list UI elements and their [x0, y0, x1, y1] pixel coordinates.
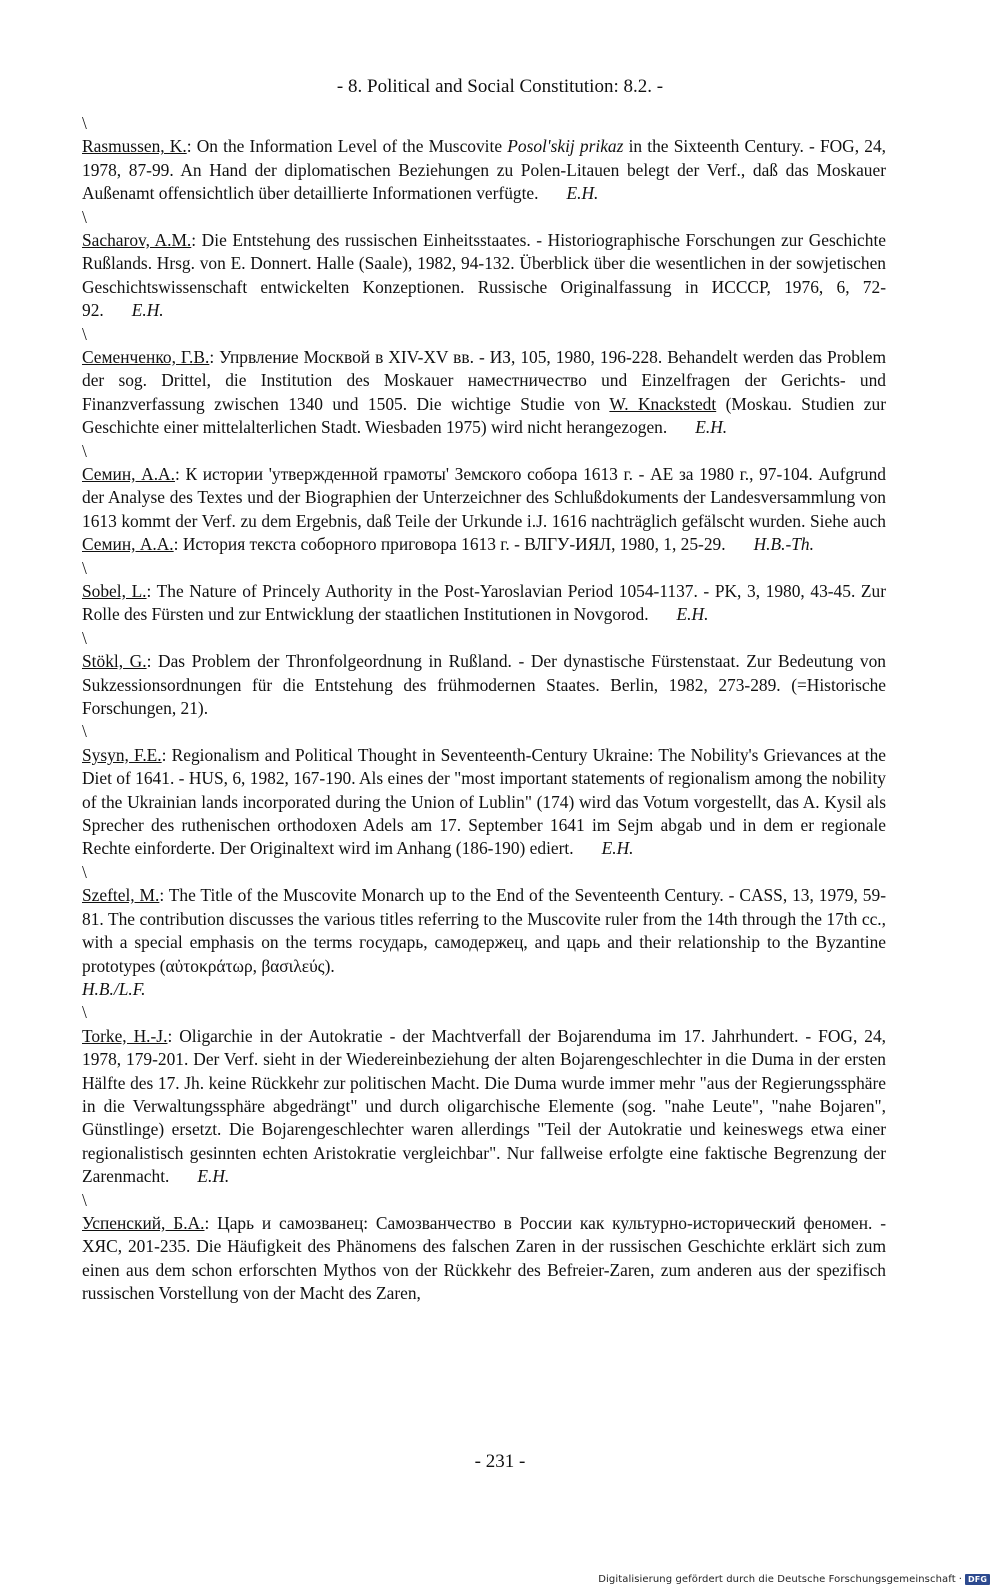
entry-author: Torke, H.-J. — [82, 1025, 168, 1046]
entry-separator: \ — [82, 627, 87, 648]
reviewer-initials: E.H. — [131, 300, 164, 321]
bibliography-entry — [82, 884, 886, 1001]
page-number: - 231 - — [474, 1451, 526, 1472]
entry-author: Семенченко, Г.В. — [82, 347, 210, 368]
entry-text: : The Title of the Muscovite Monarch up to the End of the Seventeenth Century. - CASS, 13, 1979, 59-81. The contribution discusses the various titles referring to the Muscovite ruler from the 14th through the 17th cc., with a special emphasis on the terms государь, самодержец, and царь and their relationship to the Byzantine prototypes (αὐτοκράτωρ, βασιλεύς). — [82, 885, 886, 976]
entry-author: Sacharov, A.M. — [82, 230, 192, 250]
bibliography-entry — [82, 650, 886, 720]
bibliography-entry — [82, 744, 886, 861]
page-header: - 8. Political and Social Constitution: 8.2. - — [336, 76, 664, 97]
entry-author: Rasmussen, K. — [82, 136, 187, 157]
entry-separator: \ — [82, 557, 87, 578]
entry-text: : Упрвление Москвой в XIV-XV вв. - ИЗ, 105, 1980, 196-228. Behandelt werden das Problem der sog. Drittel, die Institution des Moskauer наместничество und Einzelfragen der Gerichts- und Finanzverfassung zwischen 1340 und 1505. Die wichtige Studie von — [82, 347, 886, 414]
entry-title-italic: Posol'skij prikaz — [507, 136, 624, 157]
entry-text: : On the Information Level of the Muscovite — [186, 136, 508, 157]
entry-author: Szeftel, M. — [82, 885, 160, 906]
entry-author: Sysyn, F.E. — [82, 744, 162, 765]
dfg-logo-icon: DFG — [965, 1574, 990, 1585]
bibliography-entry — [82, 1212, 886, 1306]
entry-separator: \ — [82, 1002, 87, 1023]
referenced-author: Семин, А.А. — [82, 534, 174, 555]
bibliography-entry — [82, 135, 886, 205]
entry-separator: \ — [82, 206, 87, 227]
entry-separator: \ — [82, 323, 87, 344]
reviewer-initials: E.H. — [566, 183, 599, 204]
bibliography-entries — [82, 112, 886, 1306]
entry-text: : Regionalism and Political Thought in Seventeenth-Century Ukraine: The Nobility's Grievances at the Diet of 1641. - HUS, 6, 1982, 167-190. Als eines der "most important statements of regionalism among the nobility of the Ukrainian lands incorporated during the Union of Lublin" (174) wird das Votum vorgestellt, das A. Kysil als Sprecher des ruthenischen orthodoxen Adels am 17. September 1641 im Sejm abgab und in dem er regionale Rechte einforderte. Der Originaltext wird im Anhang (186-190) ediert. — [82, 744, 886, 859]
entry-text: (Moskau. Studien zur Geschichte einer mittelalterlichen Stadt. Wiesbaden 1975) wird nicht herangezogen. — [82, 393, 886, 438]
entry-text: : Die Entstehung des russischen Einheitsstaates. - Historiographische Forschungen zur Geschichte Rußlands. Hrsg. von E. Donnert. Halle (Saale), 1982, 94-132. Überblick über die wesentlichen in der sowjetischen Geschichtswissenschaft entwickelten Konzeptionen. Russische Originalfassung in ИСССР, 1976, 6, 72-92. — [82, 230, 887, 321]
entry-separator: \ — [82, 721, 87, 742]
reviewer-initials: E.H. — [197, 1166, 230, 1187]
entry-separator: \ — [82, 861, 87, 882]
bibliography-entry — [82, 463, 886, 557]
entry-separator: \ — [82, 440, 87, 461]
entry-text: : The Nature of Princely Authority in the Post-Yaroslavian Period 1054-1137. - PK, 3, 1980, 43-45. Zur Rolle des Fürsten und zur Entwicklung der staatlichen Institutionen in Novgorod. — [82, 581, 887, 625]
bibliography-entry — [82, 346, 886, 440]
credit-dot: · — [958, 1574, 963, 1585]
entry-author: Успенский, Б.А. — [82, 1212, 205, 1233]
entry-author: Семин, А.А. — [82, 464, 175, 485]
reviewer-initials: E.H. — [695, 417, 728, 438]
reviewer-initials: H.B./L.F. — [82, 978, 146, 999]
entry-author: Stökl, G. — [82, 651, 147, 672]
referenced-author: W. Knackstedt — [609, 393, 717, 414]
credit-text: Digitalisierung gefördert durch die Deutsche Forschungsgemeinschaft — [598, 1574, 956, 1585]
entry-text: : К истории 'утвержденной грамоты' Земского собора 1613 г. - АЕ за 1980 г., 97-104. Aufgrund der Analyse des Textes und der Biographien der Unterzeichner des Schlußdokuments der Landesversammlung von 1613 kommt der Verf. zu dem Ergebnis, daß Teile der Urkunde i.J. 1616 nachträglich gefälscht wurden. Siehe auch — [82, 464, 886, 531]
entry-text: : Das Problem der Thronfolgeordnung in Rußland. - Der dynastische Fürstenstaat. Zur Bedeutung von Sukzessionsordnungen für die Entstehung des frühmodernen Staates. Berlin, 1982, 273-289. (=Historische Forschungen, 21). — [82, 651, 887, 719]
entry-text: : Oligarchie in der Autokratie - der Machtverfall der Bojarenduma im 17. Jahrhundert. - FOG, 24, 1978, 179-201. Der Verf. sieht in der Wiedereinbeziehung der alten Bojarengeschlechter in die Duma in der ersten Hälfte des 17. Jh. keine Rückkehr zur politischen Macht. Die Duma wurde immer mehr "aus der Regierungssphäre in die Verwaltungssphäre abgedrängt" und durch oligarchische Elemente (sog. "nahe Leute", "nahe Bojaren", Günstlinge) ersetzt. Die Bojarengeschlechter waren allerdings "Teil der Autokratie und keineswegs etwa einer regionalistisch gesinnten echten Aristokratie vergleichbar". Nur fallweise erfolgte eine faktische Begrenzung der Zarenmacht. — [82, 1025, 887, 1187]
digitization-credit — [598, 1574, 990, 1585]
entry-separator: \ — [82, 113, 87, 133]
reviewer-initials: E.H. — [676, 604, 709, 625]
bibliography-entry — [82, 580, 886, 627]
entry-author: Sobel, L. — [82, 581, 147, 602]
entry-text: : Царь и самозванец: Самозванчество в России как культурно-исторический феномен. - ХЯС, 201-235. Die Häufigkeit des Phänomens des falschen Zaren in der russischen Geschichte erklärt sich zum einen aus dem schon erforschten Mythos von der Rückkehr des Befreier-Zaren, zum anderen aus der spezifisch russischen Vorstellung von der Macht des Zaren, — [82, 1212, 886, 1304]
reviewer-initials: H.B.-Th. — [753, 534, 814, 555]
entry-text: : История текста соборного приговора 1613 г. - ВЛГУ-ИЯЛ, 1980, 1, 25-29. — [173, 534, 726, 555]
bibliography-entry — [82, 1025, 886, 1189]
entry-separator: \ — [82, 1189, 87, 1210]
entry-text: in the Sixteenth Century. - FOG, 24, 1978, 87-99. An Hand der diplomatischen Beziehungen zu Polen-Litauen belegt der Verf., daß das Moskauer Außenamt offensichtlich über detaillierte Informationen verfügte. — [82, 136, 886, 204]
reviewer-initials: E.H. — [601, 838, 634, 859]
bibliography-entry — [82, 229, 886, 323]
